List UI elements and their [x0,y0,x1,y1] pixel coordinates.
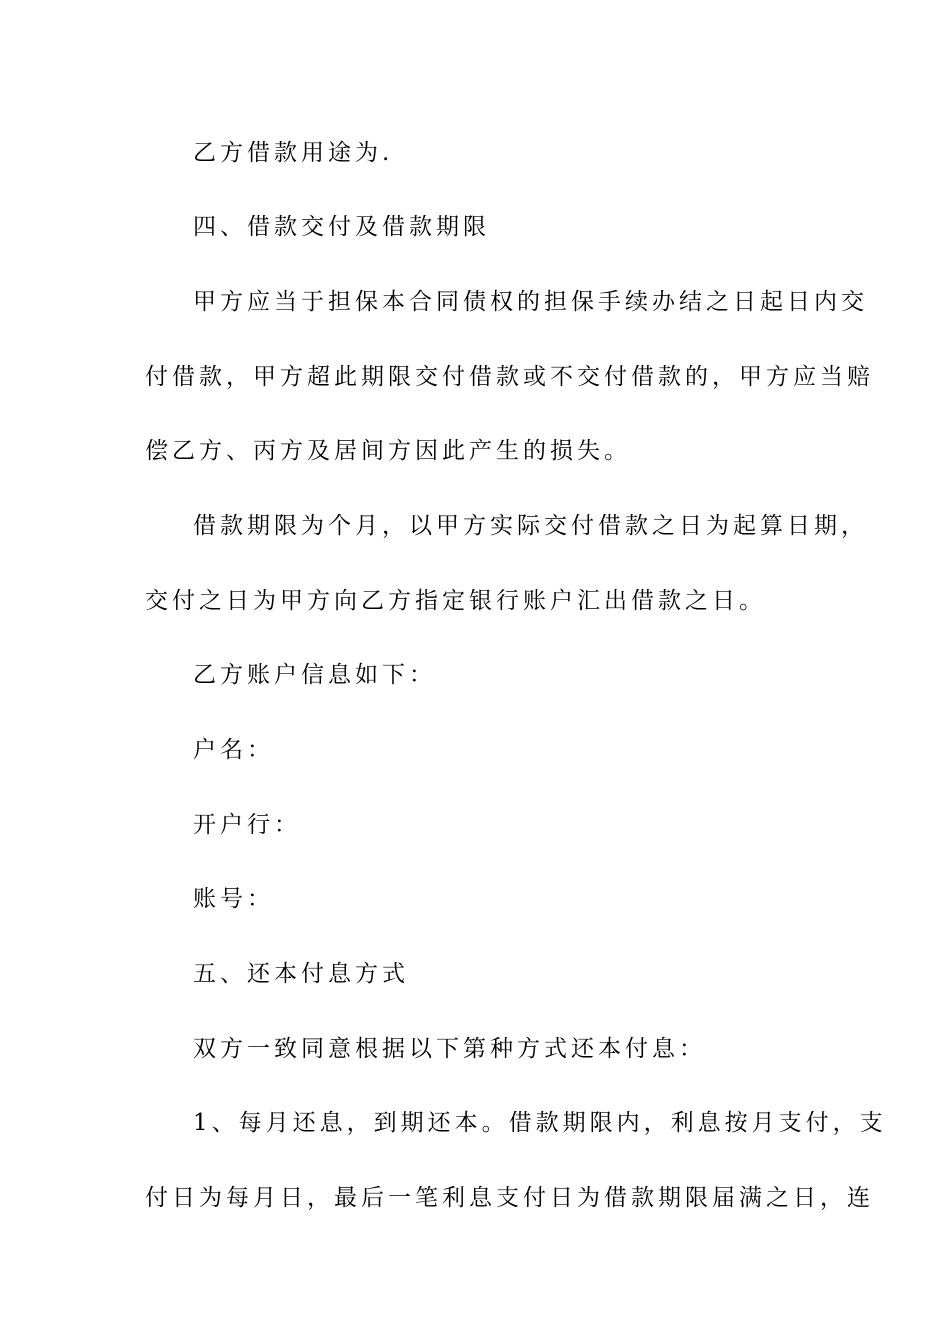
field-bank: 开户行： [193,812,301,838]
section-heading-4: 四、借款交付及借款期限 [193,214,490,240]
paragraph-delivery-line-3: 偿乙方、丙方及居间方因此产生的损失。 [145,438,631,464]
section-heading-5: 五、还本付息方式 [193,961,409,987]
paragraph-item-1-line-1: 1、每月还息，到期还本。借款期限内，利息按月支付，支 [193,1110,887,1136]
field-account-name: 户名： [193,737,274,763]
paragraph-repayment-method: 双方一致同意根据以下第种方式还本付息： [193,1036,706,1062]
paragraph-term-line-1: 借款期限为个月，以甲方实际交付借款之日为起算日期， [193,513,868,539]
field-account-number: 账号： [193,886,274,912]
paragraph-loan-purpose: 乙方借款用途为. [193,140,394,166]
paragraph-delivery-line-2: 付借款，甲方超此期限交付借款或不交付借款的，甲方应当赔 [145,364,874,390]
paragraph-term-line-2: 交付之日为甲方向乙方指定银行账户汇出借款之日。 [145,588,766,614]
paragraph-delivery-line-1: 甲方应当于担保本合同债权的担保手续办结之日起日内交 [193,289,868,315]
paragraph-account-info: 乙方账户信息如下： [193,662,436,688]
paragraph-item-1-line-2: 付日为每月日，最后一笔利息支付日为借款期限届满之日，连 [145,1185,874,1211]
